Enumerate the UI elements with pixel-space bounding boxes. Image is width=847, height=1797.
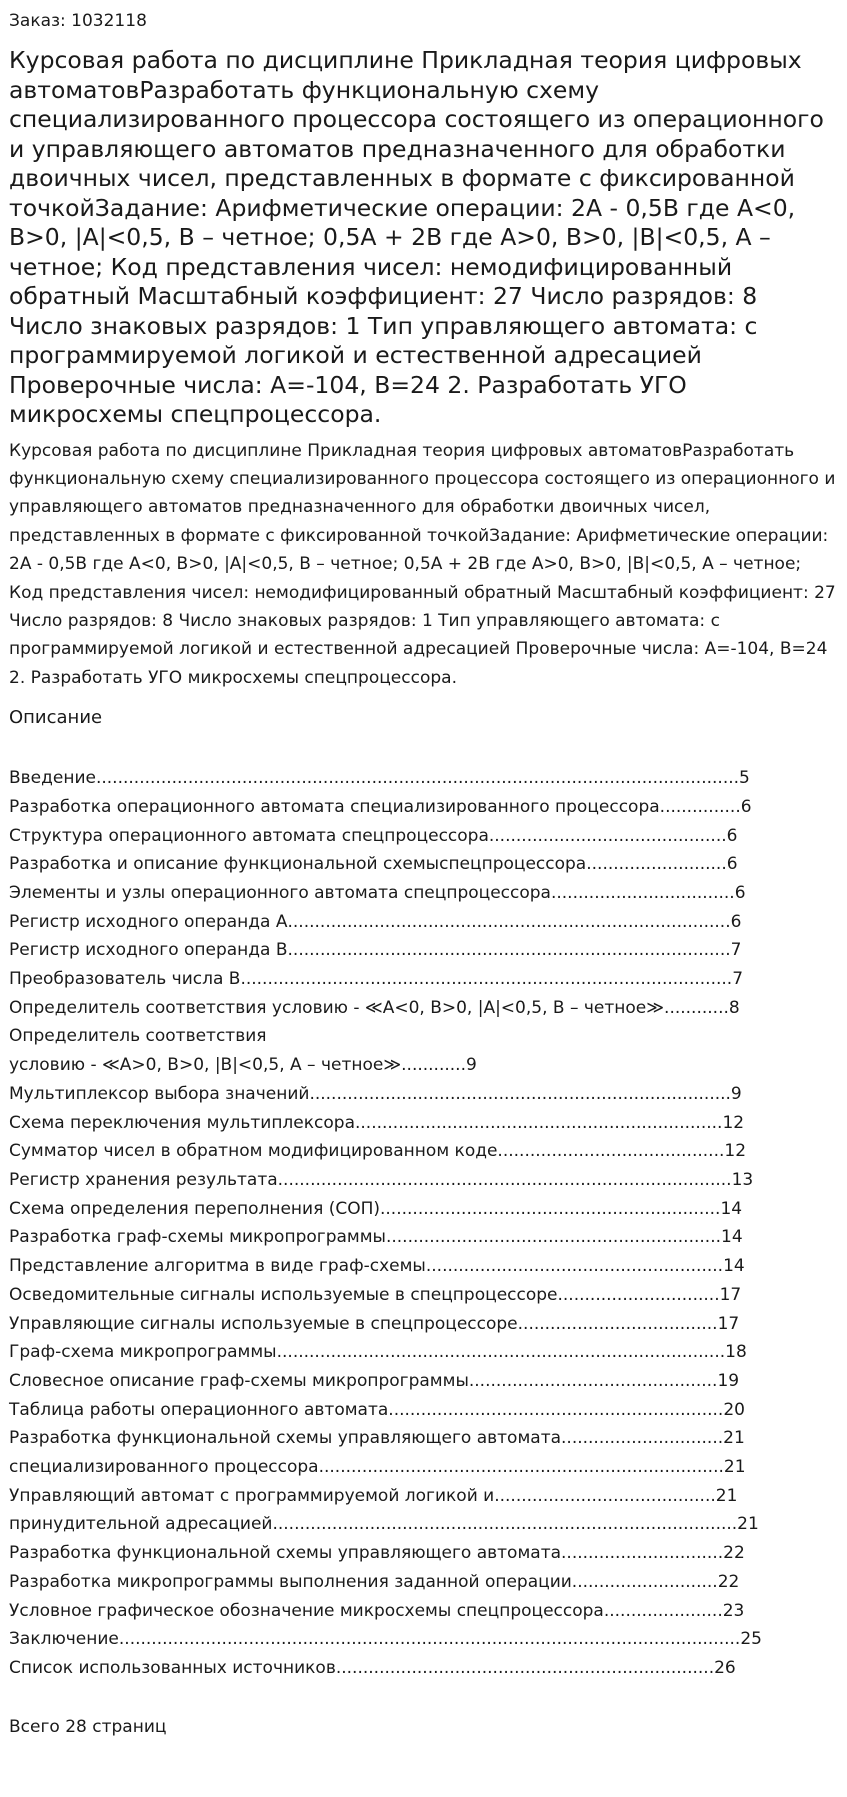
toc-item: Мультиплексор выбора значений..............................................................................9 bbox=[9, 1083, 742, 1104]
toc-item: Регистр хранения результата....................................................................................13 bbox=[9, 1170, 754, 1190]
toc-item: Граф-схема микропрограммы...................................................................................18 bbox=[9, 1342, 747, 1363]
toc-item: Регистр исходного операнда А..................................................................................6 bbox=[9, 911, 742, 932]
toc-item: Структура операционного автомата спецпроцессора............................................6 bbox=[9, 825, 738, 846]
toc-item: Элементы и узлы операционного автомата спецпроцессора..................................6 bbox=[9, 882, 746, 903]
toc-item: Разработка функциональной схемы управляющего автомата..............................21 bbox=[9, 1428, 745, 1449]
toc-item: Разработка операционного автомата специализированного процессора...............6 bbox=[9, 796, 752, 817]
description-text: Курсовая работа по дисциплине Прикладная теория цифровых автоматовРазработать функциональную схему специализированного процессора состоящего из операционного и управляющего автоматов предназначенного для обработки двоичных чисел, представленных в формате с фиксированной точкойЗадание: Арифметические операции: 2А - 0,5В где А<0, В>0, |А|<0,5, В – четное; 0,5А + 2В где А>0, В>0, |В|<0,5, А – четное; Код представления чисел: немодифицированный обратный Масштабный коэффициент: 27 Число разрядов: 8 Число знаковых разрядов: 1 Тип управляющего автомата: с программируемой логикой и естественной адресацией Проверочные числа: А=-104, В=24 2. Разработать УГО микросхемы спецпроцессора. bbox=[9, 440, 836, 688]
toc-item: специализированного процессора...........................................................................21 bbox=[9, 1457, 746, 1478]
toc-item: Разработка и описание функциональной схемыспецпроцессора..........................6 bbox=[9, 854, 738, 875]
toc-item: Словесное описание граф-схемы микропрограммы..............................................19 bbox=[9, 1370, 740, 1391]
toc-item: Преобразователь числа В...........................................................................................7 bbox=[9, 969, 744, 990]
toc-item: Схема переключения мультиплексора....................................................................12 bbox=[9, 1112, 745, 1133]
toc-item: Разработка функциональной схемы управляющего автомата..............................22 bbox=[9, 1543, 745, 1564]
toc-item: Таблица работы операционного автомата..............................................................20 bbox=[9, 1399, 745, 1420]
toc-item: Разработка микропрограммы выполнения заданной операции...........................22 bbox=[9, 1571, 740, 1592]
toc-item: Список использованных источников......................................................................26 bbox=[9, 1657, 736, 1678]
toc-item: Осведомительные сигналы используемые в спецпроцессоре..............................17 bbox=[9, 1284, 742, 1305]
toc-item: Представление алгоритма в виде граф-схемы.......................................................14 bbox=[9, 1256, 745, 1277]
order-number: Заказ: 1032118 bbox=[9, 11, 147, 31]
toc-item: условию - ≪А>0, В>0, |В|<0,5, А – четное≫............9 bbox=[9, 1055, 477, 1076]
toc-item: принудительной адресацией......................................................................................21 bbox=[9, 1514, 759, 1535]
toc-item: Заключение...................................................................................................................25 bbox=[9, 1629, 762, 1650]
page-title: Курсовая работа по дисциплине Прикладная теория цифровых автоматовРазработать функциональную схему специализированного процессора состоящего из операционного и управляющего автоматов предназначенного для обработки двоичных чисел, представленных в формате с фиксированной точкойЗадание: Арифметические операции: 2А - 0,5В где А<0, В>0, |А|<0,5, В – четное; 0,5А + 2В где А>0, В>0, |В|<0,5, А – четное; Код представления чисел: немодифицированный обратный Масштабный коэффициент: 27 Число разрядов: 8 Число знаковых разрядов: 1 Тип управляющего автомата: с программируемой логикой и естественной адресацией Проверочные числа: А=-104, В=24 2. Разработать УГО микросхемы спецпроцессора. bbox=[9, 46, 824, 428]
section-label-description: Описание bbox=[9, 707, 103, 729]
toc-item: Определитель соответствия bbox=[9, 1026, 267, 1047]
toc-item: Сумматор чисел в обратном модифицированном коде..........................................12 bbox=[9, 1141, 747, 1162]
toc-item: Условное графическое обозначение микросхемы спецпроцессора......................23 bbox=[9, 1600, 745, 1621]
toc-item: Разработка граф-схемы микропрограммы..............................................................14 bbox=[9, 1227, 743, 1248]
toc-item: Управляющий автомат с программируемой логикой и.........................................21 bbox=[9, 1485, 738, 1506]
toc-item: Управляющие сигналы используемые в спецпроцессоре.....................................17 bbox=[9, 1313, 740, 1334]
toc-item: Регистр исходного операнда В..................................................................................7 bbox=[9, 940, 742, 961]
toc-item: Определитель соответствия условию - ≪А<0, В>0, |А|<0,5, В – четное≫............8 bbox=[9, 997, 740, 1018]
total-pages: Всего 28 страниц bbox=[9, 1716, 167, 1737]
toc-item: Схема определения переполнения (СОП)...............................................................14 bbox=[9, 1198, 743, 1219]
toc-item: Введение.......................................................................................................................5 bbox=[9, 768, 750, 789]
table-of-contents bbox=[9, 764, 837, 1683]
